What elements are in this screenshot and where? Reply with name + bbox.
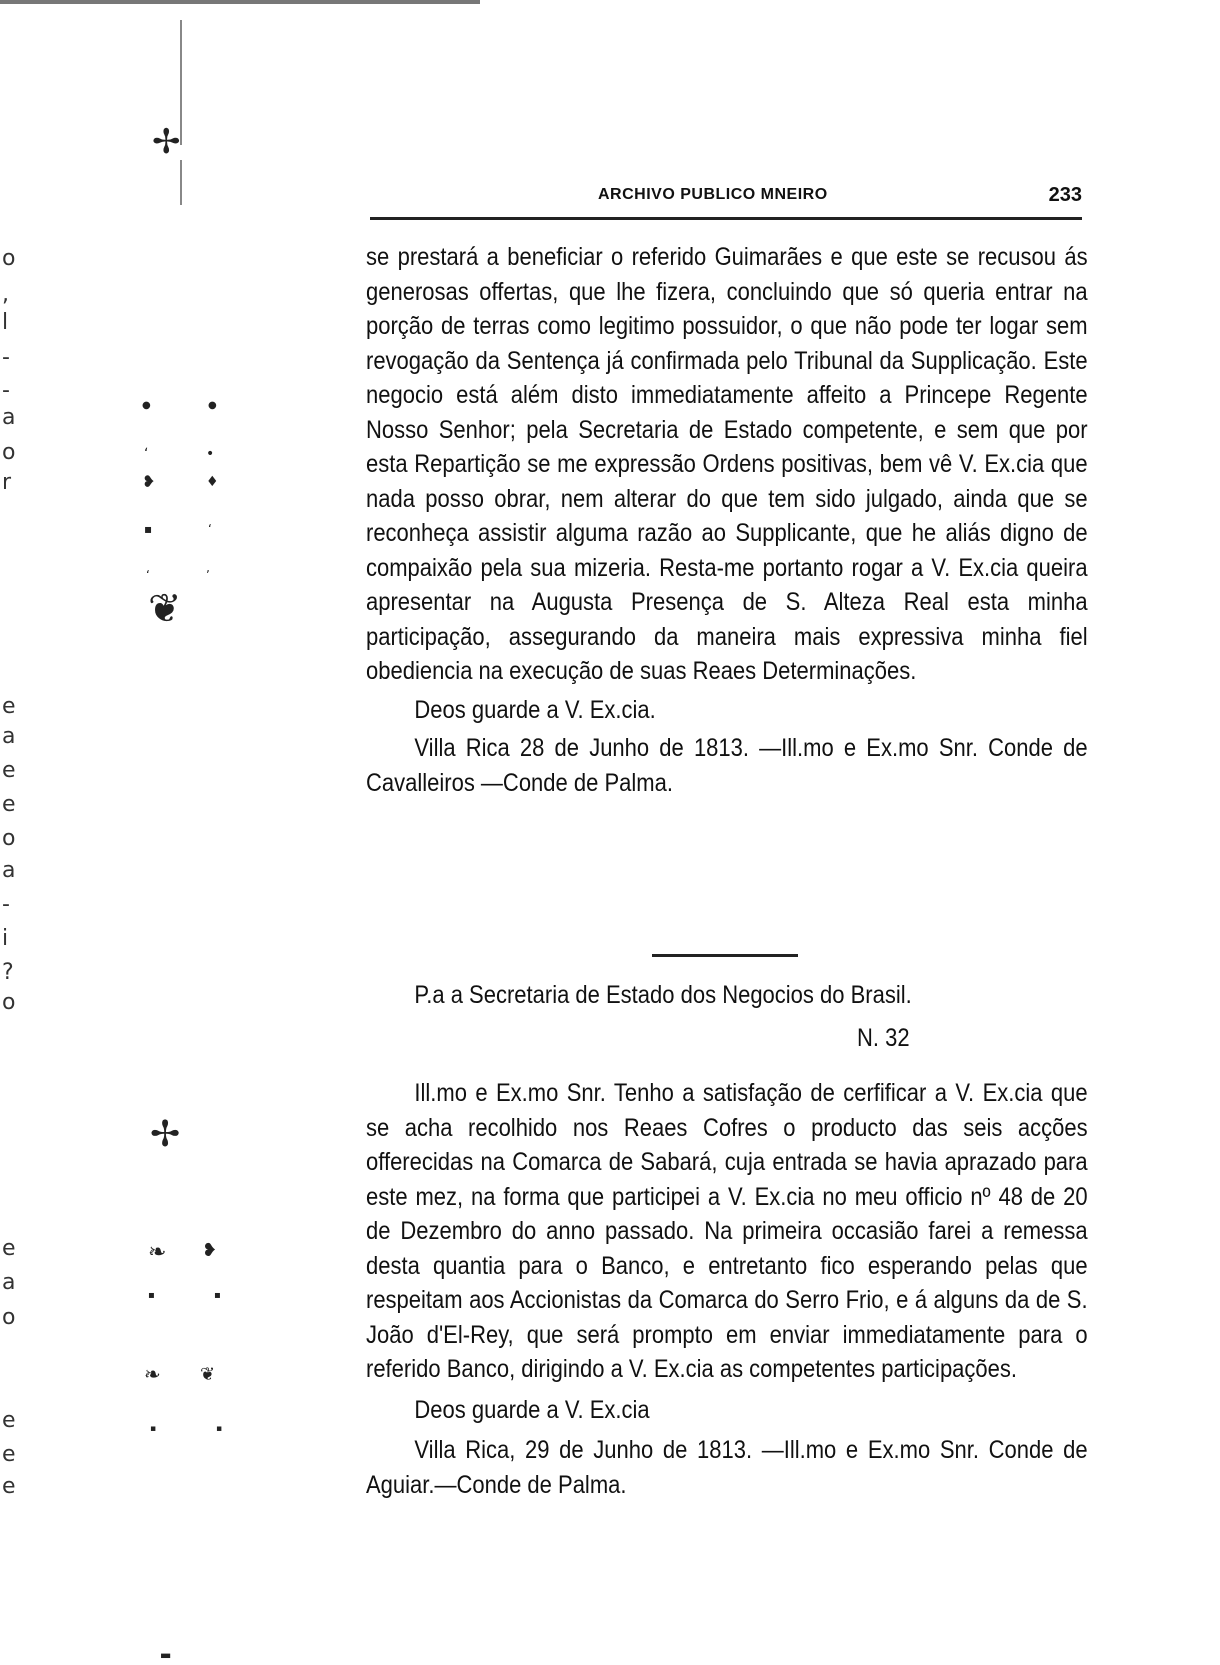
letter-2-address: P.a a Secretaria de Estado dos Negocios do Brasil. — [414, 981, 912, 1009]
margin-letter: a — [2, 858, 16, 883]
dot-ornament-icon: ʼ — [206, 568, 210, 582]
running-head — [370, 186, 1082, 214]
margin-letter: o — [2, 990, 16, 1015]
dot-ornament-icon: ● — [208, 400, 217, 411]
margin-letter: , — [2, 282, 9, 307]
margin-letter: r — [2, 470, 12, 495]
dot-ornament-icon: ▪ — [150, 1424, 157, 1434]
margin-letter: l — [2, 310, 9, 335]
dot-ornament-icon: ▪ — [214, 1290, 221, 1301]
section-separator — [652, 954, 798, 957]
dot-ornament-icon: ʻ — [144, 446, 149, 462]
letter-1 — [366, 240, 1088, 800]
dot-ornament-icon: ʻ — [208, 522, 212, 536]
margin-letter: e — [2, 1442, 16, 1467]
margin-letter: o — [2, 440, 16, 465]
margin-letter: o — [2, 246, 16, 271]
letter-1-signature: Villa Rica 28 de Junho de 1813. —Ill.mo e Ex.mo Snr. Conde de Cavalleiros —Conde de Palma. — [366, 734, 1088, 797]
fleuron-ornament-icon: ❦ — [200, 1364, 216, 1385]
dot-ornament-icon: ♦ — [206, 474, 219, 490]
letter-2-body: Ill.mo e Ex.mo Snr. Tenho a satisfação de cerfificar a V. Ex.cia que se acha recolhido nos Reaes Cofres o producto das seis acções offerecidas na Comarca de Sabará, cuja entrada se havia aprazado para este mez, na forma que participei a V. Ex.cia no meu officio nº 48 de 20 de Dezembro do anno passado. Na primeira occasião farei a remessa desta quantia para o Banco, e entretanto fico esperando pelas que respeitam aos Accionistas da Comarca do Serro Frio, e á alguns da de S. João d'El-Rey, que será prompto em enviar immediatamente para o referido Banco, dirigindo a V. Ex.cia as competentes participações. — [366, 1079, 1088, 1383]
ornament-stem — [180, 160, 182, 205]
dot-ornament-icon: ▪ — [216, 1424, 223, 1434]
letter-1-body: se prestará a beneficiar o referido Guimarães e que este se recusou ás generosas offertas, que lhe fizera, concluindo que só queria entrar na porção de terras como legitimo possuidor, o que não pode ter logar sem revogação da Sentença já confirmada pelo Tribunal da Supplicação. Este negocio está além disto immediatamente affeito a Princepe Regente Nosso Senhor; pela Secretaria de Estado competente, e sem que por esta Repartição se me expressão Ordens positivas, bem vê V. Ex.cia que nada posso obrar, nem alterar do que tem sido julgado, ainda que se reconheça assistir alguma razão ao Supplicante, que he aliás digno de compaixão pela sua mizeria. Resta-me portanto rogar a V. Ex.cia queira apresentar na Augusta Presença de S. Alteza Real esta minha participação, assegurando da maneira mais expressiva minha fiel obediencia na execução de suas Reaes Determinações. — [366, 243, 1088, 685]
dot-ornament-icon: ● — [142, 400, 151, 411]
margin-letter: a — [2, 1270, 16, 1295]
margin-letter: a — [2, 405, 16, 430]
letter-1-closing: Deos guarde a V. Ex.cia. — [414, 695, 656, 724]
header-rule — [370, 217, 1082, 220]
margin-letter: i — [2, 926, 9, 951]
binding-margin — [0, 0, 14, 1665]
dot-ornament-icon: ❥ — [142, 472, 156, 491]
bird-ornament-icon: ✢ — [150, 1114, 181, 1155]
letter-2 — [366, 1076, 1088, 1502]
letter-2-address-block — [366, 978, 1088, 1013]
margin-letter: ? — [2, 960, 14, 985]
page-number: 233 — [1048, 184, 1082, 206]
dot-ornament-icon: ▪ — [148, 1290, 155, 1301]
margin-letter: e — [2, 1236, 16, 1261]
letter-2-number: N. 32 — [857, 1024, 910, 1052]
margin-letter: e — [2, 694, 16, 719]
letter-2-closing: Deos guarde a V. Ex.cia — [414, 1395, 650, 1424]
bird-ornament-icon: ✢ — [152, 122, 181, 162]
margin-letter: o — [2, 1305, 16, 1330]
fleuron-ornament-icon: ❦ — [148, 586, 182, 632]
margin-letter: - — [2, 345, 10, 370]
dot-ornament-icon: ʻ — [146, 568, 150, 582]
dot-ornament-icon: • — [206, 446, 215, 462]
dot-ornament-icon: ❥ — [202, 1240, 218, 1261]
dot-ornament-icon: ▬ — [160, 1648, 172, 1662]
running-title: ARCHIVO PUBLICO MNEIRO — [598, 186, 828, 203]
fleuron-ornament-icon: ❧ — [144, 1362, 161, 1386]
margin-letter: e — [2, 1408, 16, 1433]
margin-letter: a — [2, 724, 16, 749]
margin-letter: o — [2, 826, 16, 851]
letter-2-signature: Villa Rica, 29 de Junho de 1813. —Ill.mo e Ex.mo Snr. Conde de Aguiar.—Conde de Palma. — [366, 1436, 1088, 1499]
margin-letter: e — [2, 758, 16, 783]
margin-letter: e — [2, 792, 16, 817]
margin-letter: - — [2, 892, 10, 917]
dot-ornament-icon: ▪ — [144, 522, 153, 536]
fleuron-ornament-icon: ❧ — [148, 1240, 167, 1265]
scan-edge-rule — [0, 0, 480, 4]
margin-letter: e — [2, 1474, 16, 1499]
margin-letter: - — [2, 378, 10, 403]
